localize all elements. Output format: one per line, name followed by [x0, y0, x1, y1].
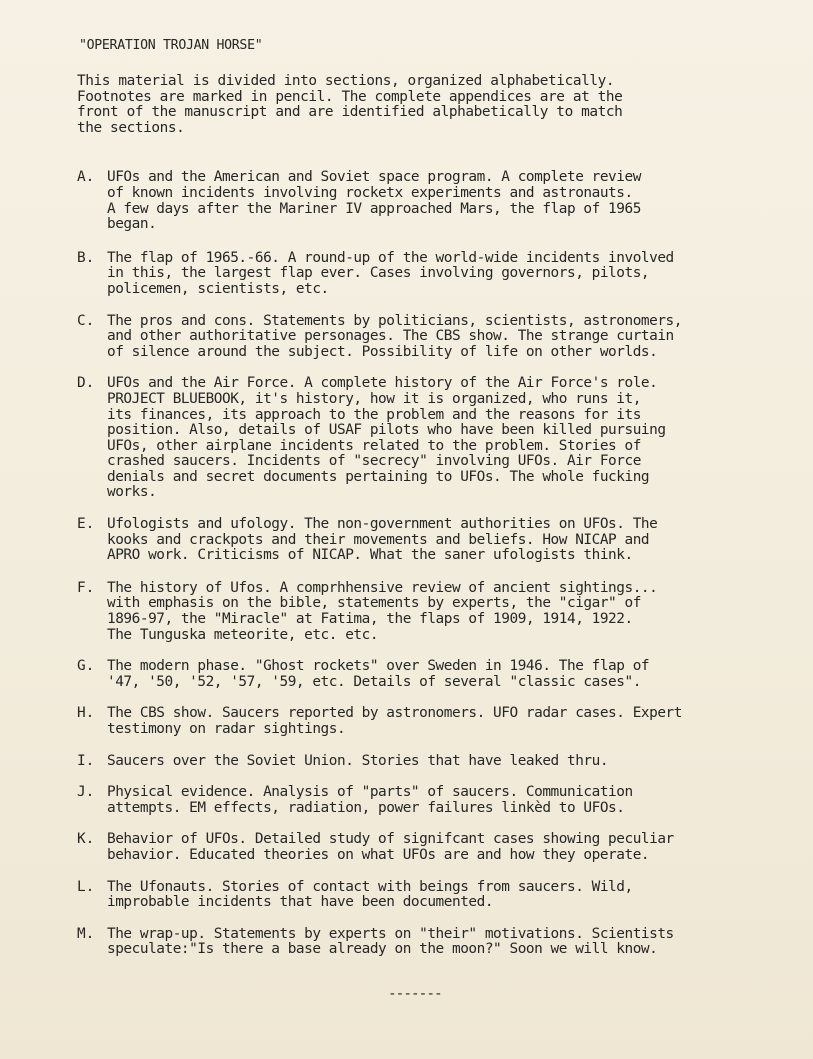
- section-line: speculate:"Is there a base already on the moon?" Soon we will know.: [107, 941, 658, 958]
- section-letter: K.: [77, 831, 95, 848]
- section-text: [107, 376, 797, 501]
- section-text: [107, 832, 797, 863]
- section-letter: C.: [77, 312, 95, 329]
- section-item-c: [77, 314, 797, 361]
- section-line: Behavior of UFOs. Detailed study of signifcant cases showing peculiar: [107, 831, 674, 848]
- section-line: The Tunguska meteorite, etc. etc.: [107, 626, 379, 643]
- section-line: kooks and crackpots and their movements and beliefs. How NICAP and: [107, 531, 650, 548]
- section-line: APRO work. Criticisms of NICAP. What the saner ufologists think.: [107, 547, 633, 564]
- section-line: PROJECT BLUEBOOK, it's history, how it is organized, who runs it,: [107, 390, 641, 407]
- section-letter: A.: [77, 169, 95, 186]
- section-text: [107, 251, 797, 298]
- section-item-l: [77, 880, 797, 911]
- section-line: The pros and cons. Statements by politicians, scientists, astronomers,: [107, 312, 682, 329]
- section-text: [107, 314, 797, 361]
- section-list: [77, 170, 797, 958]
- section-item-b: [77, 251, 797, 298]
- intro-paragraph: [77, 74, 797, 136]
- intro-line: front of the manuscript and are identified alphabetically to match: [77, 104, 623, 121]
- section-line: testimony on radar sightings.: [107, 721, 346, 737]
- section-letter: L.: [77, 878, 95, 895]
- section-line: The CBS show. Saucers reported by astronomers. UFO radar cases. Expert: [107, 705, 682, 722]
- section-item-e: [77, 517, 797, 564]
- section-line: The flap of 1965.-66. A round-up of the world-wide incidents involved: [107, 249, 674, 266]
- document-body: [77, 38, 797, 958]
- section-line: The wrap-up. Statements by experts on "their" motivations. Scientists: [107, 925, 674, 942]
- section-line: attempts. EM effects, radiation, power failures linkèd to UFOs.: [107, 799, 625, 816]
- section-text: [107, 927, 797, 958]
- section-item-h: [77, 706, 797, 737]
- section-line: policemen, scientists, etc.: [107, 280, 329, 297]
- section-line: with emphasis on the bible, statements by experts, the "cigar" of: [107, 595, 641, 612]
- section-letter: B.: [77, 249, 95, 266]
- intro-line: Footnotes are marked in pencil. The complete appendices are at the: [77, 88, 623, 105]
- section-line: works.: [107, 484, 157, 501]
- section-item-d: [77, 376, 797, 501]
- section-item-m: [77, 927, 797, 958]
- section-text: [107, 754, 797, 770]
- section-line: The history of Ufos. A comprhhensive review of ancient sightings...: [107, 579, 658, 596]
- end-divider: -------: [388, 986, 442, 1002]
- section-line: began.: [107, 216, 157, 233]
- section-line: in this, the largest flap ever. Cases involving governors, pilots,: [107, 265, 650, 282]
- section-line: UFOs and the Air Force. A complete history of the Air Force's role.: [107, 375, 658, 392]
- section-line: and other authoritative personages. The CBS show. The strange curtain: [107, 328, 674, 345]
- intro-line: the sections.: [77, 119, 185, 136]
- section-letter: D.: [77, 375, 95, 392]
- section-text: [107, 706, 797, 737]
- section-text: [107, 659, 797, 690]
- section-item-g: [77, 659, 797, 690]
- section-line: position. Also, details of USAF pilots who have been killed pursuing: [107, 422, 666, 439]
- section-item-a: [77, 170, 797, 232]
- section-line: of known incidents involving rocketx experiments and astronauts.: [107, 184, 633, 201]
- section-text: [107, 880, 797, 911]
- intro-line: This material is divided into sections, organized alphabetically.: [77, 73, 615, 89]
- section-letter: G.: [77, 658, 95, 675]
- section-letter: F.: [77, 579, 95, 596]
- section-line: A few days after the Mariner IV approached Mars, the flap of 1965: [107, 200, 641, 217]
- section-item-f: [77, 581, 797, 643]
- section-line: behavior. Educated theories on what UFOs are and how they operate.: [107, 846, 650, 863]
- section-letter: E.: [77, 516, 95, 533]
- section-line: denials and secret documents pertaining to UFOs. The whole fucking: [107, 468, 650, 485]
- section-line: Ufologists and ufology. The non-government authorities on UFOs. The: [107, 516, 658, 533]
- section-line: 1896-97, the "Miracle" at Fatima, the flaps of 1909, 1914, 1922.: [107, 611, 633, 628]
- section-line: The Ufonauts. Stories of contact with beings from saucers. Wild,: [107, 878, 633, 895]
- section-letter: J.: [77, 784, 95, 801]
- document-title: "OPERATION TROJAN HORSE": [79, 38, 263, 53]
- section-line: '47, '50, '52, '57, '59, etc. Details of several "classic cases".: [107, 673, 641, 690]
- section-line: Saucers over the Soviet Union. Stories that have leaked thru.: [107, 752, 609, 769]
- section-line: crashed saucers. Incidents of "secrecy" involving UFOs. Air Force: [107, 453, 641, 470]
- section-text: [107, 581, 797, 643]
- section-item-i: [77, 754, 797, 770]
- section-item-j: [77, 785, 797, 816]
- section-item-k: [77, 832, 797, 863]
- section-text: [107, 517, 797, 564]
- section-letter: M.: [77, 925, 95, 942]
- section-text: [107, 170, 797, 232]
- section-text: [107, 785, 797, 816]
- section-line: The modern phase. "Ghost rockets" over Sweden in 1946. The flap of: [107, 658, 650, 675]
- section-letter: H.: [77, 705, 95, 722]
- section-line: UFOs, other airplane incidents related to the problem. Stories of: [107, 437, 641, 454]
- section-line: its finances, its approach to the problem and the reasons for its: [107, 406, 641, 423]
- section-line: improbable incidents that have been documented.: [107, 894, 494, 911]
- section-line: of silence around the subject. Possibility of life on other worlds.: [107, 343, 658, 360]
- section-line: UFOs and the American and Soviet space program. A complete review: [107, 169, 641, 186]
- section-line: Physical evidence. Analysis of "parts" of saucers. Communication: [107, 784, 633, 801]
- section-letter: I.: [77, 752, 95, 769]
